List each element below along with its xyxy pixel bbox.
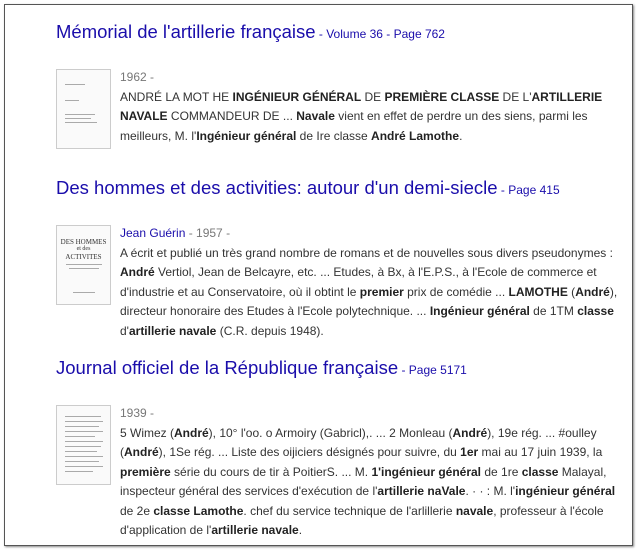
result-snippet: A écrit et publié un très grand nombre de romans et de nouvelles sous divers pseudonymes : André Vertiol, Jean de Belcayre, etc. ... Etudes, à Bx, à l'E.P.S., à l'Ecole de commerce et d'industrie et au Conservatoire, où il obtint le premier prix de comédie ... LAMOTHE (André), directeur honoraire des Etudes à l'Ecole polytechnique. ... Ingénieur général de 1TM classe d'artillerie navale (C.R. depuis 1948). — [120, 245, 618, 338]
result-body — [120, 404, 622, 541]
result-page-link[interactable]: Page 415 — [508, 183, 560, 197]
thumb-text-1: DES HOMMES — [60, 238, 107, 246]
result-title-link[interactable]: Des hommes et des activities: autour d'un demi-siecle — [56, 177, 498, 198]
result-title-link[interactable]: Journal officiel de la République française — [56, 357, 399, 378]
result-year: - 1957 - — [185, 226, 231, 240]
result-page-link[interactable]: Page 5171 — [408, 363, 467, 377]
result-2 — [56, 177, 622, 338]
book-thumbnail[interactable] — [56, 225, 111, 305]
result-3 — [56, 357, 622, 537]
book-thumbnail[interactable] — [56, 69, 111, 149]
result-title-row — [56, 177, 622, 201]
thumb-text-3: ACTIVITES — [65, 253, 102, 261]
title-separator: - — [398, 363, 409, 377]
result-page-link[interactable]: Volume 36 - Page 762 — [326, 27, 445, 41]
result-body — [120, 224, 622, 341]
result-snippet: ANDRÉ LA MOT HE INGÉNIEUR GÉNÉRAL DE PREMIÈRE CLASSE DE L'ARTILLERIE NAVALE COMMANDEUR DE ... Navale vient en effet de perdre un des siens, parmi les meilleurs, M. l'Ingénieur général de Ire classe André Lamothe. — [120, 89, 603, 143]
result-body — [120, 68, 622, 146]
result-title-row — [56, 21, 622, 45]
title-separator: - — [497, 183, 509, 197]
result-year: 1939 - — [120, 406, 155, 420]
search-results-panel — [4, 4, 633, 546]
result-title-row — [56, 357, 622, 381]
thumb-text-2: et des — [76, 246, 91, 252]
result-year: 1962 - — [120, 70, 155, 84]
title-separator: - — [315, 27, 327, 41]
result-snippet: 5 Wimez (André), 10° l'oo. o Armoiry (Gabricl),. ... 2 Monleau (André), 19e rég. ... #oulley (André), 1Se rég. ... Liste des oijiciers désignés pour suivre, du 1er mai au 17 juin 1939, la première série du cours de tir à PoitierS. ... M. 1'ingénieur général de 1re classe Malayal, inspecteur général des services d'exécution de l'artillerie naVale. · · : M. l'ingénieur général de 2e classe Lamothe. chef du service technique de l'arlillerie navale, professeur à l'école d'application de l'artillerie navale. — [120, 425, 616, 537]
book-thumbnail[interactable] — [56, 405, 111, 485]
result-author-link[interactable]: Jean Guérin — [120, 226, 186, 240]
result-title-link[interactable]: Mémorial de l'artillerie française — [56, 21, 316, 42]
result-1 — [56, 21, 622, 143]
